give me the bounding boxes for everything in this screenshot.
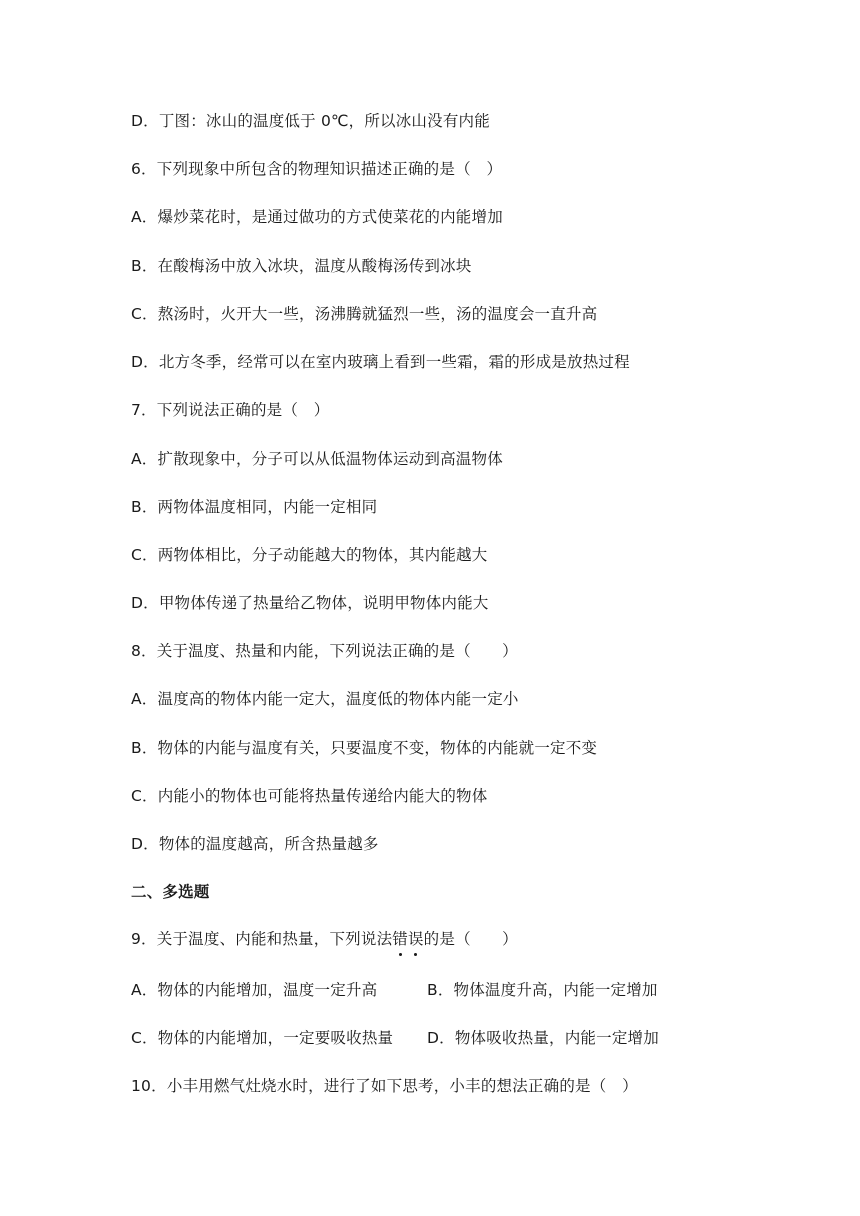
- q9-option-d: D．物体吸收热量，内能一定增加: [427, 1029, 659, 1047]
- q8-stem: 8．关于温度、热量和内能，下列说法正确的是（ ）: [131, 642, 518, 660]
- q10-stem: 10．小丰用燃气灶烧水时，进行了如下思考，小丰的想法正确的是（ ）: [131, 1077, 638, 1095]
- q9-stem: [131, 929, 518, 949]
- q9-option-b: B．物体温度升高，内能一定增加: [427, 981, 658, 999]
- q6-option-c: C．熬汤时，火开大一些，汤沸腾就猛烈一些，汤的温度会一直升高: [131, 305, 598, 323]
- q7-stem: 7．下列说法正确的是（ ）: [131, 401, 330, 419]
- q6-option-a: A．爆炒菜花时，是通过做功的方式使菜花的内能增加: [131, 208, 503, 226]
- section-heading: 二、多选题: [131, 883, 210, 901]
- q9-stem-before: 9．关于温度、内能和热量，下列说法: [131, 930, 393, 948]
- emphasis-dot: [414, 953, 417, 956]
- q9-stem-after: 的是（ ）: [423, 930, 518, 948]
- q5-option-d: D．丁图：冰山的温度低于 0℃，所以冰山没有内能: [131, 112, 490, 130]
- q8-option-d: D．物体的温度越高，所含热量越多: [131, 835, 379, 853]
- q7-option-d: D．甲物体传递了热量给乙物体，说明甲物体内能大: [131, 594, 489, 612]
- q9-option-c: C．物体的内能增加，一定要吸收热量: [131, 1029, 394, 1047]
- q6-option-b: B．在酸梅汤中放入冰块，温度从酸梅汤传到冰块: [131, 257, 472, 275]
- q7-option-a: A．扩散现象中，分子可以从低温物体运动到高温物体: [131, 450, 503, 468]
- q9-option-a: A．物体的内能增加，温度一定升高: [131, 981, 378, 999]
- emphasis-char: 误: [408, 929, 424, 949]
- q6-option-d: D．北方冬季，经常可以在室内玻璃上看到一些霜，霜的形成是放热过程: [131, 353, 630, 371]
- emphasis-char: 错: [392, 929, 408, 949]
- emphasis-dot: [399, 953, 402, 956]
- q7-option-c: C．两物体相比，分子动能越大的物体，其内能越大: [131, 546, 488, 564]
- q8-option-a: A．温度高的物体内能一定大，温度低的物体内能一定小: [131, 690, 519, 708]
- q6-stem: 6．下列现象中所包含的物理知识描述正确的是（ ）: [131, 160, 503, 178]
- q8-option-b: B．物体的内能与温度有关，只要温度不变，物体的内能就一定不变: [131, 739, 598, 757]
- q7-option-b: B．两物体温度相同，内能一定相同: [131, 498, 378, 516]
- q8-option-c: C．内能小的物体也可能将热量传递给内能大的物体: [131, 787, 488, 805]
